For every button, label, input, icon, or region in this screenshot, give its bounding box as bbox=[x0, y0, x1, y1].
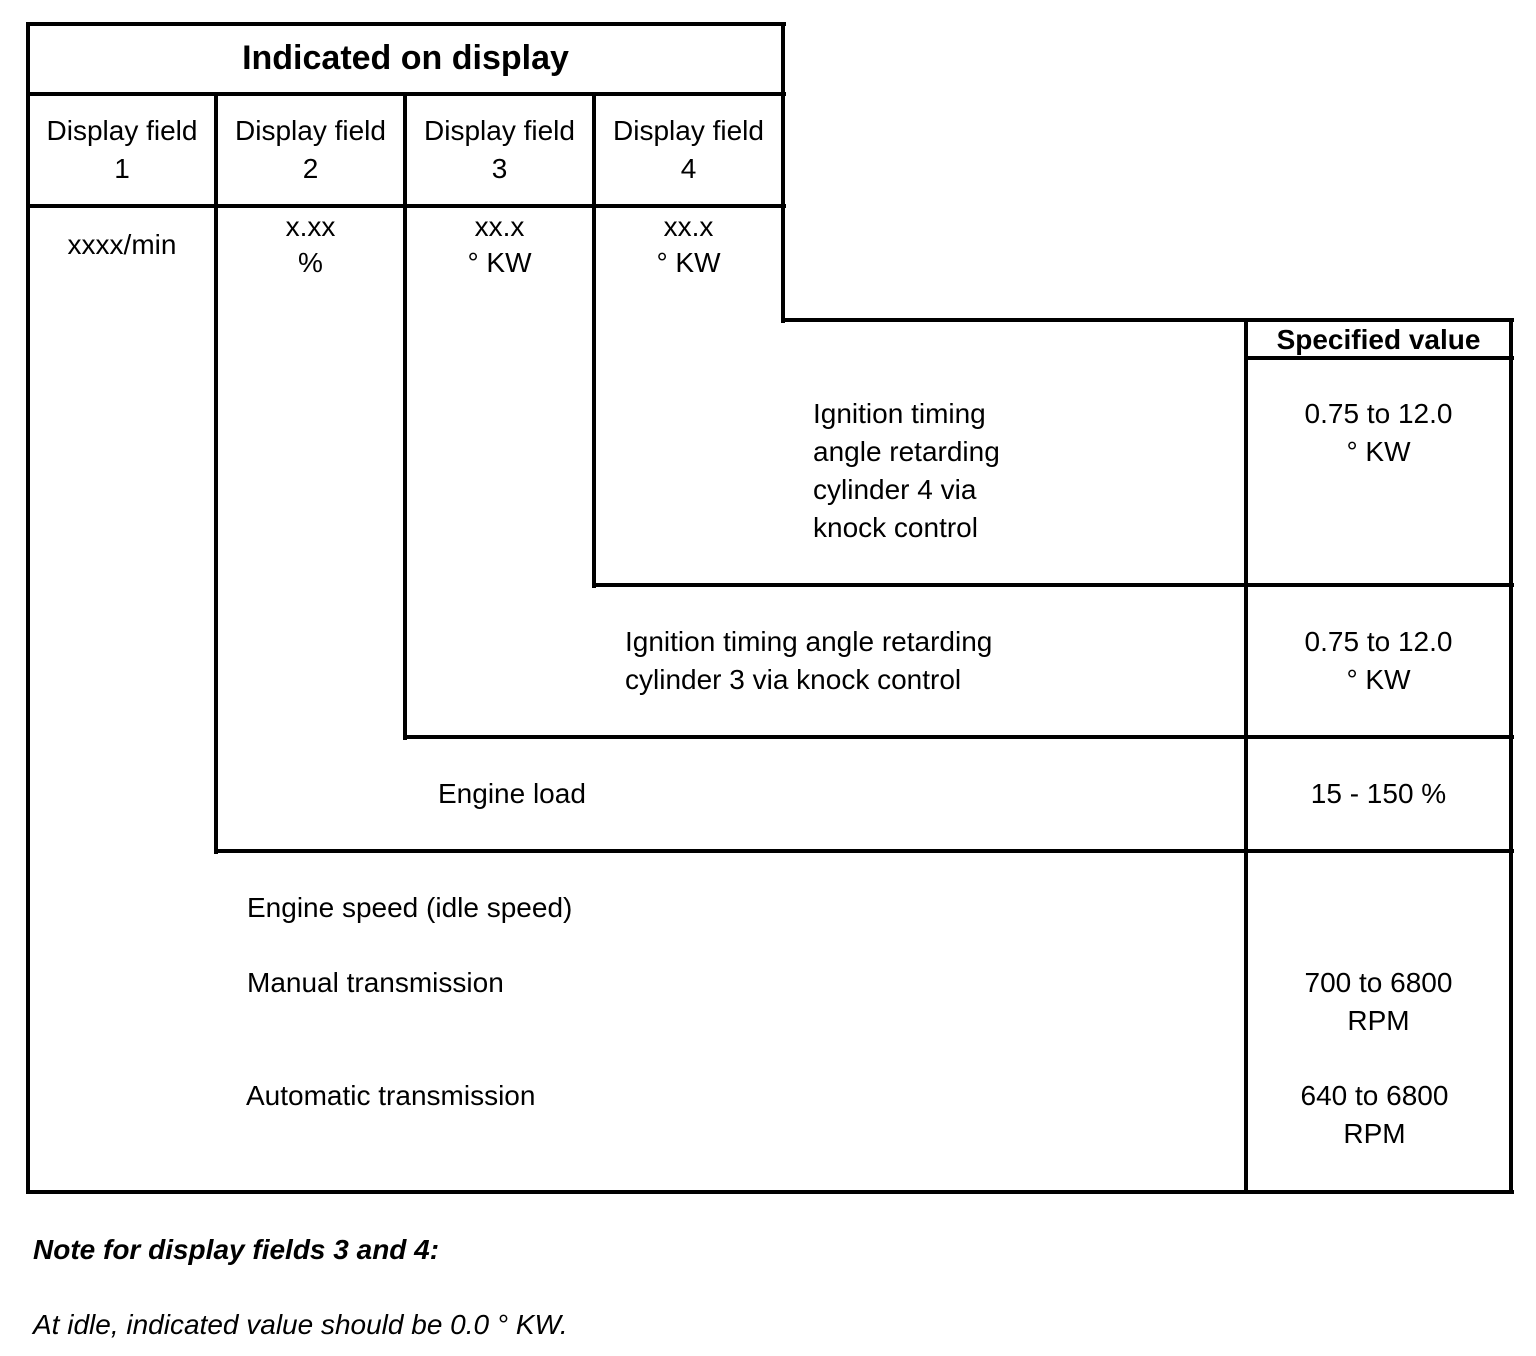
manual-transmission-label: Manual transmission bbox=[247, 967, 504, 998]
display-field-4-header: Display field 4 bbox=[613, 115, 764, 184]
table-left-border bbox=[26, 22, 30, 1194]
row-load-specified: 15 - 150 % bbox=[1310, 778, 1447, 809]
row-cyl4-specified: 0.75 to 12.0 ° KW bbox=[1304, 398, 1453, 467]
manual-transmission-value: 700 to 6800 RPM bbox=[1304, 967, 1453, 1036]
row-load-bottom-line bbox=[214, 849, 1514, 853]
engine-speed-title: Engine speed (idle speed) bbox=[247, 892, 573, 923]
display-field-3-header: Display field 3 bbox=[424, 115, 575, 184]
automatic-transmission-value: 640 to 6800 RPM bbox=[1300, 1080, 1449, 1149]
display-field-1-header: Display field 1 bbox=[46, 115, 198, 184]
row-cyl3-specified: 0.75 to 12.0 ° KW bbox=[1304, 626, 1453, 695]
header-top-border bbox=[26, 22, 786, 26]
field-divider-2-3 bbox=[403, 92, 407, 740]
display-field-3-value: xx.x ° KW bbox=[467, 211, 532, 278]
header-right-border bbox=[781, 22, 785, 323]
display-field-2-header: Display field 2 bbox=[235, 115, 386, 184]
specified-value-header: Specified value bbox=[1276, 324, 1481, 355]
row-load-description: Engine load bbox=[438, 778, 586, 809]
display-field-1-value: xxxx/min bbox=[67, 229, 177, 260]
row-cyl3-bottom-line bbox=[403, 735, 1514, 739]
note-text: At idle, indicated value should be 0.0 ° KW. bbox=[33, 1309, 568, 1340]
row-cyl4-description: Ignition timing angle retarding cylinder 4 via knock control bbox=[813, 398, 1000, 543]
field-divider-1-2 bbox=[214, 92, 218, 854]
row-cyl4-bottom-line bbox=[592, 583, 1514, 587]
table-bottom-border bbox=[26, 1190, 1514, 1194]
note-heading: Note for display fields 3 and 4: bbox=[33, 1234, 440, 1265]
row-cyl3-description: Ignition timing angle retarding cylinder 3 via knock control bbox=[625, 626, 993, 695]
display-field-2-value: x.xx % bbox=[285, 211, 336, 278]
specified-right-border bbox=[1509, 318, 1513, 1194]
automatic-transmission-label: Automatic transmission bbox=[246, 1080, 536, 1111]
table-title: Indicated on display bbox=[242, 39, 569, 77]
display-field-4-value: xx.x ° KW bbox=[656, 211, 721, 278]
